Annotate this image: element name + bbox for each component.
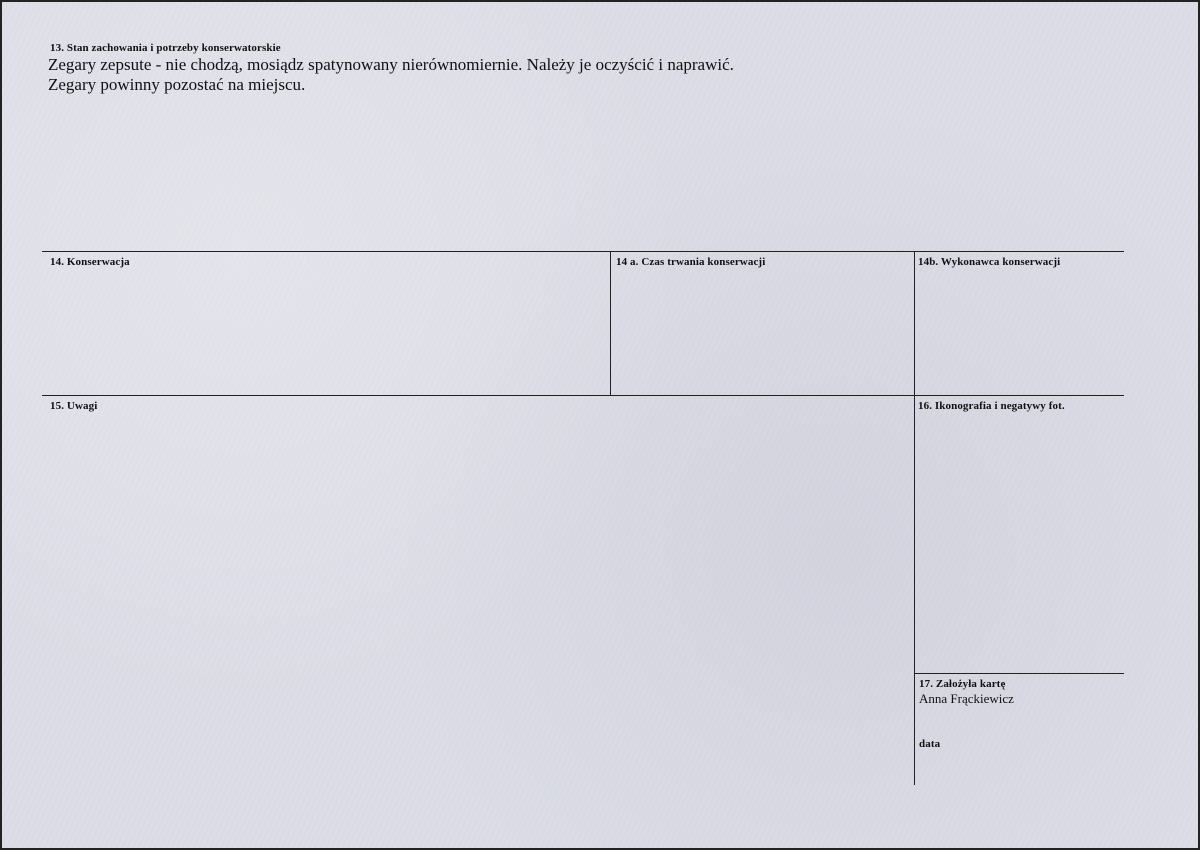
divider-right-column — [914, 251, 915, 785]
section-17-date-label: data — [919, 738, 941, 750]
section-17-top-rule — [914, 673, 1124, 674]
section-15-label: 15. Uwagi — [50, 400, 98, 412]
divider-14-14a — [610, 251, 611, 395]
section-14b-label: 14b. Wykonawca konserwacji — [918, 256, 1061, 268]
section-17-label: 17. Założyła kartę — [919, 678, 1006, 690]
section-13-text-line-1: Zegary zepsute - nie chodzą, mosiądz spatynowany nierównomiernie. Należy je oczyścić i naprawić. — [48, 55, 734, 74]
section-17-author-name: Anna Frąckiewicz — [919, 691, 1014, 706]
table-middle-rule — [42, 395, 1124, 396]
section-14a-label: 14 a. Czas trwania konserwacji — [616, 256, 766, 268]
section-13-text-line-2: Zegary powinny pozostać na miejscu. — [48, 75, 306, 94]
section-14-label: 14. Konserwacja — [50, 256, 130, 268]
section-13-label: 13. Stan zachowania i potrzeby konserwatorskie — [50, 42, 281, 54]
section-16-label: 16. Ikonografia i negatywy fot. — [918, 400, 1065, 412]
table-top-rule — [42, 251, 1124, 252]
